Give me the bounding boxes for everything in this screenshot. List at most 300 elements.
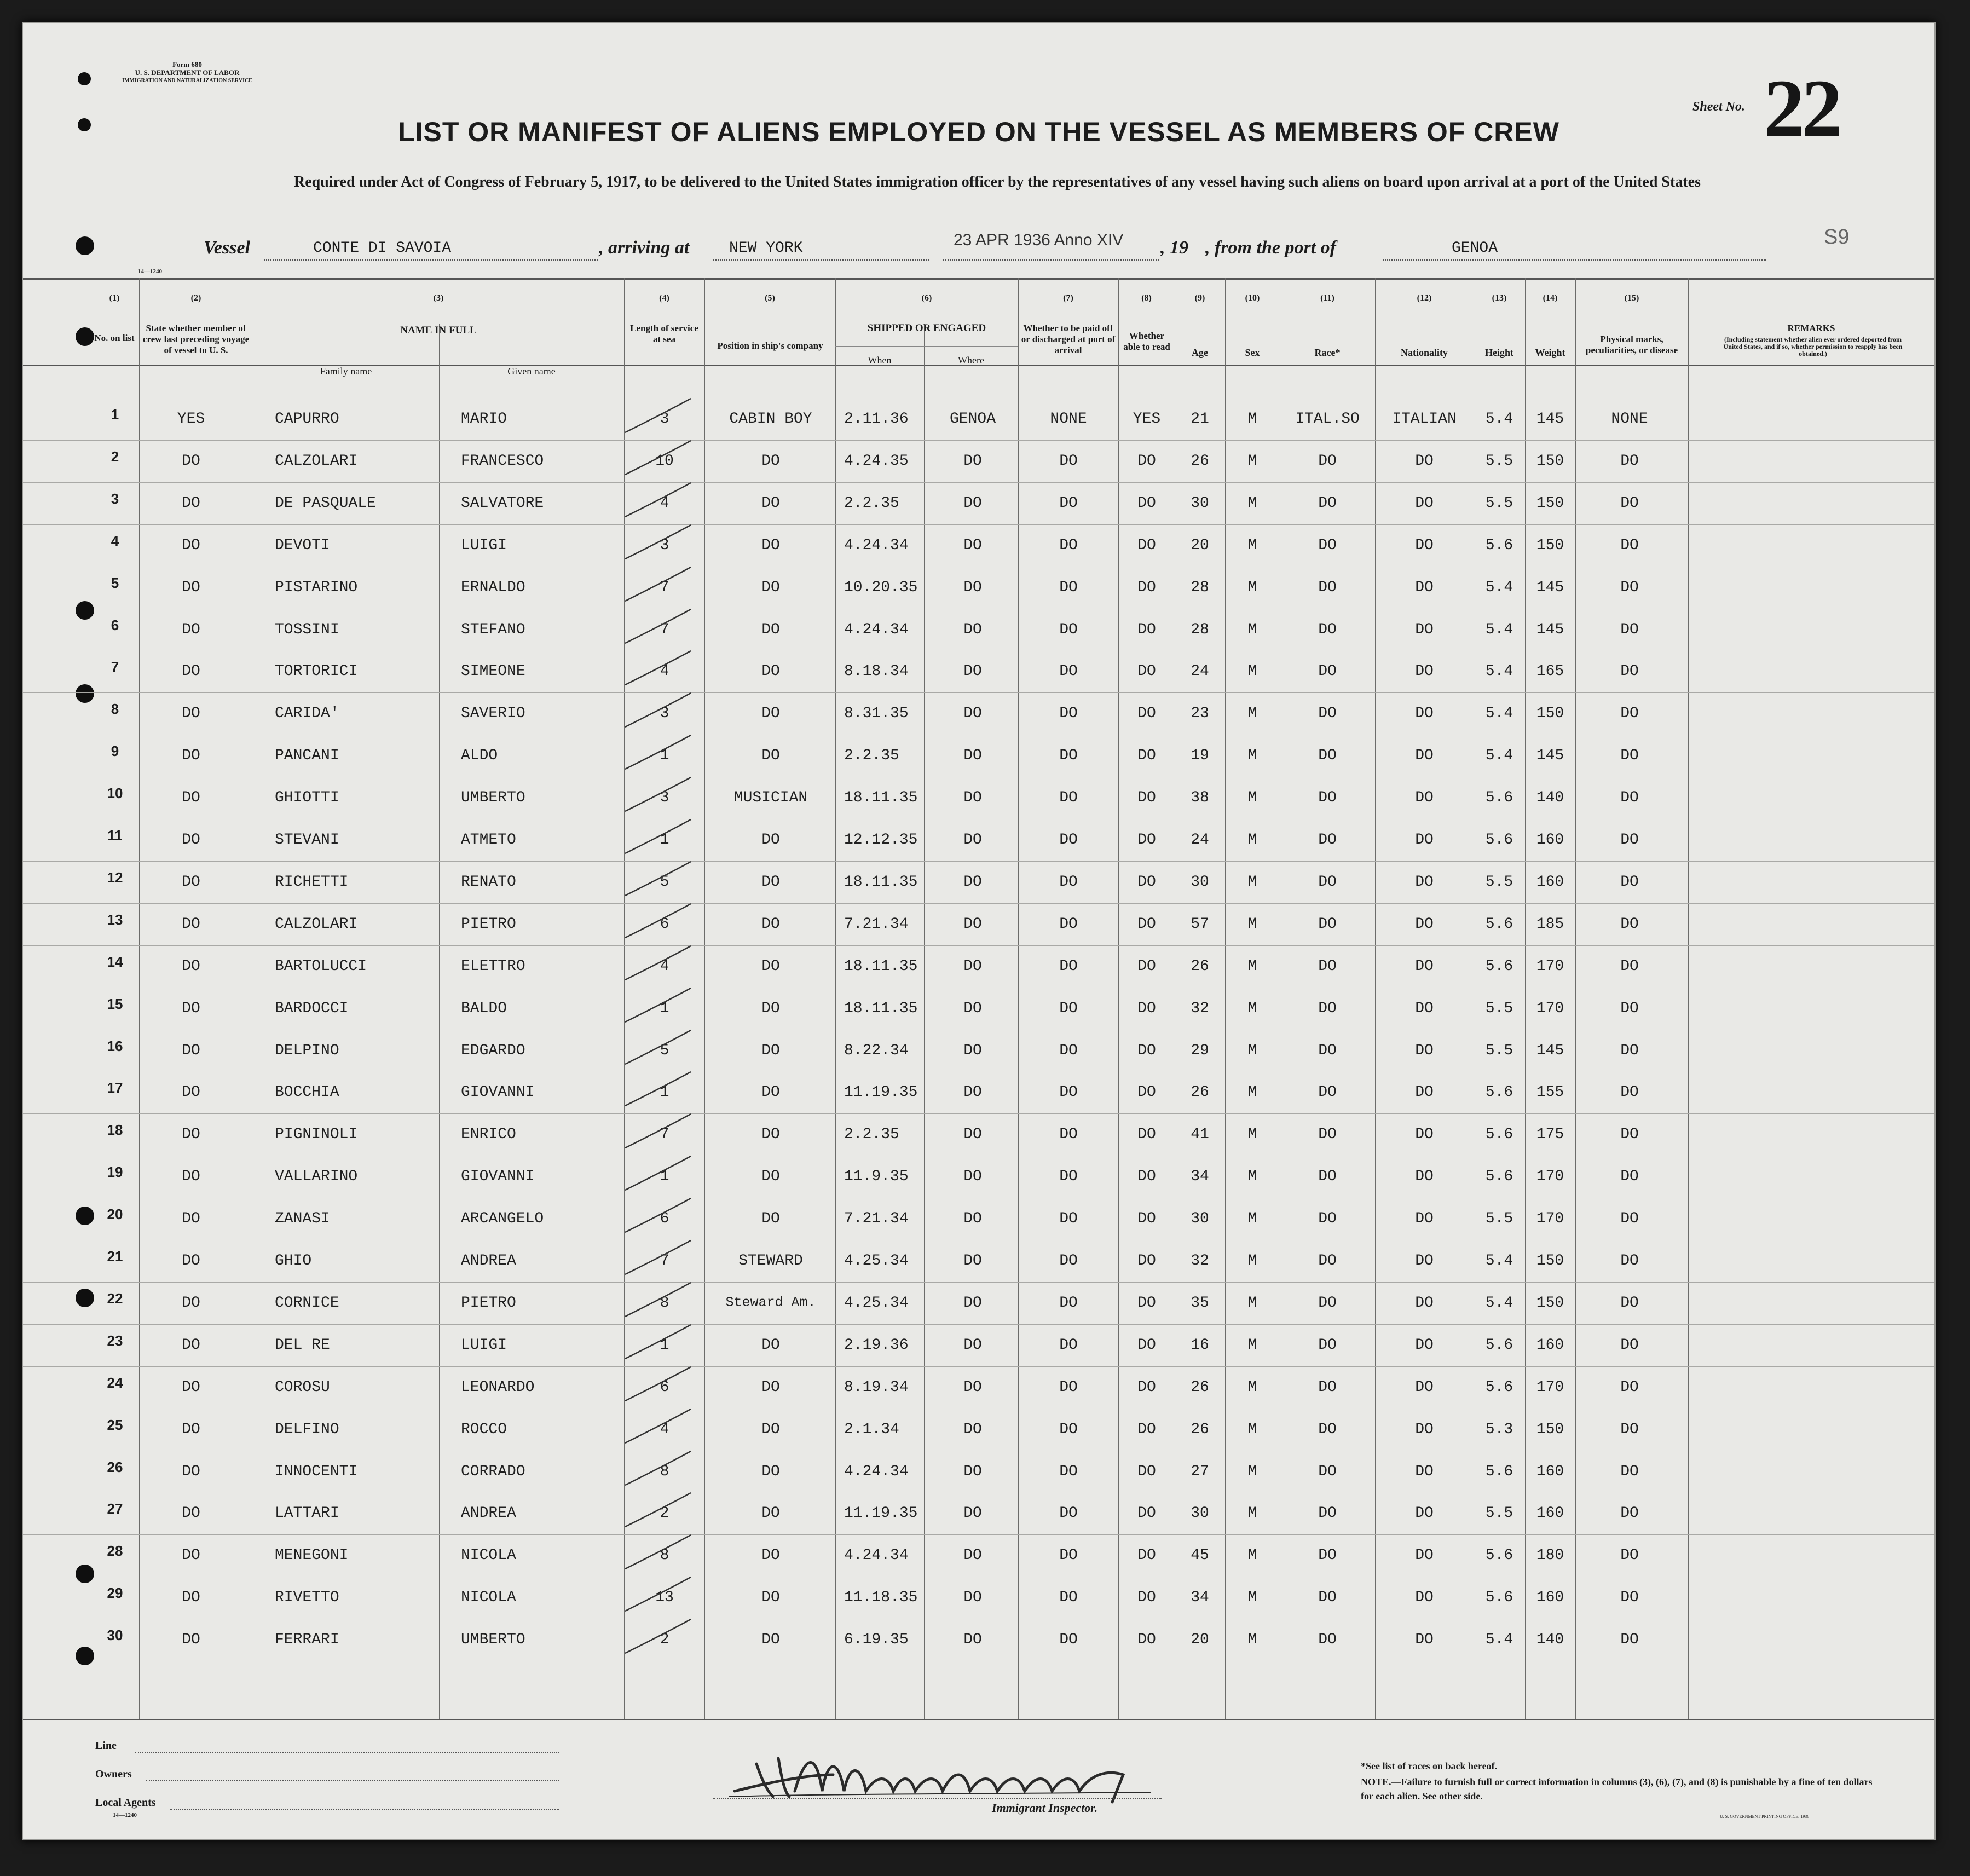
header-weight: Weight — [1535, 347, 1565, 358]
shipped-when-cell: 4.24.34 — [844, 1547, 909, 1564]
vessel-label: Vessel — [204, 238, 250, 258]
physical-marks-cell: DO — [1620, 1337, 1639, 1354]
race-cell: DO — [1318, 1505, 1337, 1522]
service-length-cell: 1 — [660, 747, 669, 764]
sheet-number: 22 — [1764, 63, 1839, 154]
family-name-cell: DEL RE — [275, 1337, 330, 1354]
check-mark-icon — [614, 605, 696, 649]
note-text: —Failure to furnish full or correct information in columns (3), (6), (7), and (8) is punishable by a fine of ten dollars for each alien. See other side. — [1361, 1776, 1873, 1802]
family-name-cell: RICHETTI — [275, 874, 349, 891]
physical-marks-cell: NONE — [1611, 411, 1648, 428]
nationality-cell: DO — [1415, 1379, 1434, 1396]
age-cell: 30 — [1191, 1210, 1209, 1227]
column-rule — [1688, 278, 1689, 1719]
nationality-cell: DO — [1415, 1505, 1434, 1522]
shipped-when-cell: 11.19.35 — [844, 1084, 918, 1101]
column-number: (10) — [1245, 293, 1260, 303]
shipped-when-cell: 12.12.35 — [844, 832, 918, 848]
age-cell: 30 — [1191, 874, 1209, 891]
given-name-cell: LEONARDO — [461, 1379, 535, 1396]
port-underline — [1383, 259, 1766, 261]
age-cell: 28 — [1191, 579, 1209, 596]
shipped-when-cell: 11.19.35 — [844, 1505, 918, 1522]
sex-cell: M — [1247, 1000, 1257, 1017]
sex-cell: M — [1247, 705, 1257, 722]
arrival-date-stamp: 23 APR 1936 Anno XIV — [954, 231, 1124, 249]
shipped-where-cell: DO — [963, 747, 982, 764]
able-to-read-cell: DO — [1137, 1589, 1156, 1606]
service-length-cell: 7 — [660, 1126, 669, 1143]
weight-cell: 160 — [1536, 832, 1564, 848]
position-cell: DO — [761, 453, 780, 470]
row-number: 1 — [111, 406, 119, 423]
column-rule — [139, 278, 140, 1719]
weight-cell: 160 — [1536, 1337, 1564, 1354]
date-underline — [943, 259, 1159, 261]
footer-line-label: Line — [95, 1740, 117, 1752]
column-number: (14) — [1543, 293, 1558, 303]
row-number: 22 — [107, 1290, 123, 1307]
row-number: 23 — [107, 1332, 123, 1349]
physical-marks-cell: DO — [1620, 1252, 1639, 1269]
check-mark-icon — [614, 521, 696, 564]
height-cell: 5.5 — [1485, 874, 1513, 891]
age-cell: 38 — [1191, 789, 1209, 806]
family-name-cell: GHIOTTI — [275, 789, 339, 806]
height-cell: 5.6 — [1485, 1463, 1513, 1480]
nationality-cell: DO — [1415, 832, 1434, 848]
footer-line-underline — [135, 1752, 559, 1753]
race-cell: DO — [1318, 1421, 1337, 1438]
family-name-cell: RIVETTO — [275, 1589, 339, 1606]
race-cell: DO — [1318, 663, 1337, 680]
weight-cell: 145 — [1536, 579, 1564, 596]
previous-voyage-cell: DO — [182, 958, 200, 975]
arriving-port: NEW YORK — [729, 240, 803, 257]
height-cell: 5.6 — [1485, 958, 1513, 975]
position-cell: DO — [761, 747, 780, 764]
sex-cell: M — [1247, 1421, 1257, 1438]
header-remarks: REMARKS — [1787, 323, 1835, 333]
vessel-name: CONTE DI SAVOIA — [313, 240, 452, 257]
shipped-where-cell: DO — [963, 621, 982, 638]
family-name-cell: GHIO — [275, 1252, 312, 1269]
previous-voyage-cell: DO — [182, 1547, 200, 1564]
age-cell: 27 — [1191, 1463, 1209, 1480]
row-number: 21 — [107, 1248, 123, 1265]
footer-agents-label: Local Agents — [95, 1797, 156, 1809]
given-name-cell: STEFANO — [461, 621, 525, 638]
previous-voyage-cell: DO — [182, 621, 200, 638]
header-remarks-note: (Including statement whether alien ever ordered deported from United States, and if so, whether permission to reapply has been obtained.) — [1723, 336, 1903, 357]
shipped-where-cell: DO — [963, 1210, 982, 1227]
previous-voyage-cell: DO — [182, 874, 200, 891]
punch-hole — [76, 327, 94, 346]
physical-marks-cell: DO — [1620, 1421, 1639, 1438]
shipped-when-cell: 8.19.34 — [844, 1379, 909, 1396]
sex-cell: M — [1247, 621, 1257, 638]
nationality-cell: DO — [1415, 1295, 1434, 1312]
service-length-cell: 1 — [660, 1000, 669, 1017]
position-cell: DO — [761, 1337, 780, 1354]
nationality-cell: DO — [1415, 1252, 1434, 1269]
service-length-cell: 1 — [660, 1337, 669, 1354]
family-name-cell: BARTOLUCCI — [275, 958, 367, 975]
row-number: 6 — [111, 617, 119, 633]
header-height: Height — [1485, 347, 1513, 358]
height-cell: 5.4 — [1485, 621, 1513, 638]
previous-voyage-cell: DO — [182, 1295, 200, 1312]
physical-marks-cell: DO — [1620, 1505, 1639, 1522]
printer-line: U. S. GOVERNMENT PRINTING OFFICE: 1936 — [1720, 1814, 1810, 1819]
shipped-where-cell: DO — [963, 1295, 982, 1312]
sex-cell: M — [1247, 789, 1257, 806]
arriving-underline — [713, 259, 929, 261]
able-to-read-cell: DO — [1137, 453, 1156, 470]
column-number: (8) — [1141, 293, 1152, 303]
previous-voyage-cell: DO — [182, 663, 200, 680]
position-cell: DO — [761, 1126, 780, 1143]
service-length-cell: 6 — [660, 1379, 669, 1396]
physical-marks-cell: DO — [1620, 916, 1639, 933]
race-cell: DO — [1318, 1000, 1337, 1017]
previous-voyage-cell: DO — [182, 537, 200, 554]
previous-voyage-cell: DO — [182, 1505, 200, 1522]
age-cell: 21 — [1191, 411, 1209, 428]
given-name-cell: CORRADO — [461, 1463, 525, 1480]
service-length-cell: 5 — [660, 1042, 669, 1059]
nationality-cell: DO — [1415, 1210, 1434, 1227]
shipped-when-cell: 4.24.35 — [844, 453, 909, 470]
position-cell: DO — [761, 1421, 780, 1438]
nationality-cell: DO — [1415, 1463, 1434, 1480]
check-mark-icon — [614, 731, 696, 775]
shipped-header-rule — [835, 346, 1018, 347]
service-length-cell: 1 — [660, 1084, 669, 1101]
height-cell: 5.3 — [1485, 1421, 1513, 1438]
departure-port: GENOA — [1452, 240, 1498, 257]
shipped-where-cell: DO — [963, 1463, 982, 1480]
shipped-where-cell: DO — [963, 1084, 982, 1101]
given-name-cell: ELETTRO — [461, 958, 525, 975]
paid-off-cell: DO — [1059, 1379, 1078, 1396]
shipped-when-cell: 18.11.35 — [844, 789, 918, 806]
race-cell: DO — [1318, 1589, 1337, 1606]
able-to-read-cell: DO — [1137, 1210, 1156, 1227]
physical-marks-cell: DO — [1620, 579, 1639, 596]
previous-voyage-cell: DO — [182, 1210, 200, 1227]
service-length-cell: 4 — [660, 958, 669, 975]
paid-off-cell: DO — [1059, 916, 1078, 933]
given-name-cell: SAVERIO — [461, 705, 525, 722]
page-title: LIST OR MANIFEST OF ALIENS EMPLOYED ON THE VESSEL AS MEMBERS OF CREW — [398, 117, 1559, 147]
column-rule — [439, 324, 440, 1719]
position-cell: DO — [761, 1631, 780, 1648]
previous-voyage-cell: DO — [182, 747, 200, 764]
family-name-cell: INNOCENTI — [275, 1463, 358, 1480]
sex-cell: M — [1247, 1252, 1257, 1269]
nationality-cell: DO — [1415, 747, 1434, 764]
previous-voyage-cell: YES — [177, 411, 205, 428]
column-rule — [1575, 278, 1576, 1719]
given-name-cell: SALVATORE — [461, 495, 544, 512]
position-cell: DO — [761, 537, 780, 554]
family-name-cell: BARDOCCI — [275, 1000, 349, 1017]
footer-agents-underline — [170, 1809, 559, 1810]
row-rule — [23, 1534, 1934, 1535]
family-name-cell: DELPINO — [275, 1042, 339, 1059]
punch-hole — [76, 601, 94, 620]
race-cell: DO — [1318, 789, 1337, 806]
sex-cell: M — [1247, 958, 1257, 975]
sex-cell: M — [1247, 537, 1257, 554]
weight-cell: 155 — [1536, 1084, 1564, 1101]
able-to-read-cell: DO — [1137, 874, 1156, 891]
previous-voyage-cell: DO — [182, 1042, 200, 1059]
nationality-cell: DO — [1415, 789, 1434, 806]
form-number: Form 680 — [172, 60, 202, 68]
age-cell: 45 — [1191, 1547, 1209, 1564]
able-to-read-cell: DO — [1137, 1421, 1156, 1438]
check-mark-icon — [614, 394, 696, 438]
previous-voyage-cell: DO — [182, 1000, 200, 1017]
race-cell: DO — [1318, 621, 1337, 638]
able-to-read-cell: DO — [1137, 705, 1156, 722]
age-cell: 26 — [1191, 1379, 1209, 1396]
sex-cell: M — [1247, 1505, 1257, 1522]
shipped-when-cell: 18.11.35 — [844, 1000, 918, 1017]
nationality-cell: DO — [1415, 874, 1434, 891]
family-name-cell: DE PASQUALE — [275, 495, 376, 512]
position-cell: Steward Am. — [725, 1295, 816, 1311]
family-name-cell: TORTORICI — [275, 663, 358, 680]
paid-off-cell: DO — [1059, 1631, 1078, 1648]
age-cell: 24 — [1191, 663, 1209, 680]
position-cell: DO — [761, 958, 780, 975]
previous-voyage-cell: DO — [182, 1379, 200, 1396]
check-mark-icon — [614, 1573, 696, 1617]
weight-cell: 160 — [1536, 1505, 1564, 1522]
form-code: 14—1240 — [138, 268, 162, 275]
service-length-cell: 4 — [660, 1421, 669, 1438]
sex-cell: M — [1247, 495, 1257, 512]
previous-voyage-cell: DO — [182, 1337, 200, 1354]
position-cell: DO — [761, 1547, 780, 1564]
shipped-where-cell: DO — [963, 495, 982, 512]
service-length-cell: 4 — [660, 663, 669, 680]
previous-voyage-cell: DO — [182, 705, 200, 722]
row-number: 27 — [107, 1500, 123, 1517]
age-cell: 16 — [1191, 1337, 1209, 1354]
service-length-cell: 8 — [660, 1547, 669, 1564]
sex-cell: M — [1247, 453, 1257, 470]
physical-marks-cell: DO — [1620, 1295, 1639, 1312]
paid-off-cell: DO — [1059, 537, 1078, 554]
sex-cell: M — [1247, 1295, 1257, 1312]
previous-voyage-cell: DO — [182, 1631, 200, 1648]
nationality-cell: DO — [1415, 1000, 1434, 1017]
row-number: 2 — [111, 448, 119, 465]
header-no-on-list: No. on list — [94, 333, 135, 343]
race-cell: DO — [1318, 537, 1337, 554]
punch-hole — [76, 684, 94, 703]
able-to-read-cell: DO — [1137, 621, 1156, 638]
height-cell: 5.6 — [1485, 1168, 1513, 1185]
shipped-where-cell: DO — [963, 789, 982, 806]
able-to-read-cell: DO — [1137, 1252, 1156, 1269]
row-number: 20 — [107, 1206, 123, 1222]
previous-voyage-cell: DO — [182, 1463, 200, 1480]
family-name-cell: DELFINO — [275, 1421, 339, 1438]
row-number: 13 — [107, 911, 123, 928]
age-cell: 26 — [1191, 1084, 1209, 1101]
able-to-read-cell: DO — [1137, 663, 1156, 680]
row-number: 28 — [107, 1543, 123, 1559]
check-mark-icon — [614, 1531, 696, 1574]
weight-cell: 145 — [1536, 411, 1564, 428]
given-name-cell: UMBERTO — [461, 789, 525, 806]
previous-voyage-cell: DO — [182, 495, 200, 512]
previous-voyage-cell: DO — [182, 1084, 200, 1101]
check-mark-icon — [614, 1615, 696, 1659]
row-rule — [23, 903, 1934, 904]
age-cell: 26 — [1191, 453, 1209, 470]
physical-marks-cell: DO — [1620, 1168, 1639, 1185]
service-length-cell: 1 — [660, 832, 669, 848]
able-to-read-cell: DO — [1137, 832, 1156, 848]
able-to-read-cell: DO — [1137, 1084, 1156, 1101]
height-cell: 5.4 — [1485, 1295, 1513, 1312]
height-cell: 5.6 — [1485, 916, 1513, 933]
shipped-where-cell: DO — [963, 663, 982, 680]
shipped-where-cell: DO — [963, 916, 982, 933]
check-mark-icon — [614, 1194, 696, 1238]
nationality-cell: DO — [1415, 1337, 1434, 1354]
given-name-cell: EDGARDO — [461, 1042, 525, 1059]
row-number: 30 — [107, 1627, 123, 1643]
paid-off-cell: DO — [1059, 1505, 1078, 1522]
height-cell: 5.4 — [1485, 579, 1513, 596]
nationality-cell: DO — [1415, 537, 1434, 554]
height-cell: 5.4 — [1485, 705, 1513, 722]
position-cell: DO — [761, 621, 780, 638]
header-physical-marks: Physical marks, peculiarities, or disease — [1585, 334, 1678, 355]
shipped-when-cell: 11.9.35 — [844, 1168, 909, 1185]
age-cell: 30 — [1191, 495, 1209, 512]
row-number: 12 — [107, 869, 123, 886]
row-rule — [23, 1113, 1934, 1114]
shipped-when-cell: 8.18.34 — [844, 663, 909, 680]
race-cell: DO — [1318, 1168, 1337, 1185]
row-number: 17 — [107, 1080, 123, 1096]
service-name: IMMIGRATION AND NATURALIZATION SERVICE — [122, 78, 252, 84]
sex-cell: M — [1247, 663, 1257, 680]
family-name-cell: COROSU — [275, 1379, 330, 1396]
nationality-cell: DO — [1415, 705, 1434, 722]
paid-off-cell: DO — [1059, 1168, 1078, 1185]
family-name-cell: TOSSINI — [275, 621, 339, 638]
shipped-where-cell: DO — [963, 1505, 982, 1522]
header-position: Position in ship's company — [717, 340, 823, 351]
weight-cell: 170 — [1536, 958, 1564, 975]
age-cell: 34 — [1191, 1168, 1209, 1185]
row-rule — [23, 861, 1934, 862]
inspector-signature — [713, 1742, 1189, 1813]
previous-voyage-cell: DO — [182, 1252, 200, 1269]
shipped-when-cell: 4.24.34 — [844, 621, 909, 638]
row-number: 14 — [107, 954, 123, 970]
position-cell: DO — [761, 663, 780, 680]
department-name: U. S. DEPARTMENT OF LABOR — [135, 68, 240, 77]
shipped-when-cell: 2.1.34 — [844, 1421, 899, 1438]
weight-cell: 160 — [1536, 1589, 1564, 1606]
check-mark-icon — [614, 1320, 696, 1364]
given-name-cell: GIOVANNI — [461, 1084, 535, 1101]
height-cell: 5.6 — [1485, 1084, 1513, 1101]
family-name-cell: BOCCHIA — [275, 1084, 339, 1101]
row-number: 26 — [107, 1459, 123, 1475]
physical-marks-cell: DO — [1620, 495, 1639, 512]
physical-marks-cell: DO — [1620, 1547, 1639, 1564]
race-note: *See list of races on back hereof. — [1361, 1760, 1498, 1771]
shipped-when-cell: 6.19.35 — [844, 1631, 909, 1648]
position-cell: CABIN BOY — [729, 411, 812, 428]
given-name-cell: MARIO — [461, 411, 507, 428]
weight-cell: 150 — [1536, 1252, 1564, 1269]
position-cell: DO — [761, 579, 780, 596]
sex-cell: M — [1247, 916, 1257, 933]
row-rule — [23, 1282, 1934, 1283]
service-length-cell: 2 — [660, 1505, 669, 1522]
stamp-number: S9 — [1824, 226, 1850, 249]
column-rule — [924, 324, 925, 1719]
weight-cell: 145 — [1536, 1042, 1564, 1059]
given-name-cell: UMBERTO — [461, 1631, 525, 1648]
weight-cell: 170 — [1536, 1210, 1564, 1227]
shipped-where-cell: DO — [963, 1631, 982, 1648]
service-length-cell: 1 — [660, 1168, 669, 1185]
header-when: When — [868, 355, 892, 366]
punch-hole — [76, 1289, 94, 1307]
race-cell: DO — [1318, 1295, 1337, 1312]
family-name-cell: CALZOLARI — [275, 916, 358, 933]
race-cell: DO — [1318, 1042, 1337, 1059]
paid-off-cell: DO — [1059, 1252, 1078, 1269]
row-number: 11 — [107, 827, 123, 844]
check-mark-icon — [614, 1026, 696, 1070]
year-label: , 19 — [1160, 238, 1188, 258]
physical-marks-cell: DO — [1620, 1631, 1639, 1648]
able-to-read-cell: DO — [1137, 1631, 1156, 1648]
row-rule — [23, 524, 1934, 525]
paid-off-cell: DO — [1059, 832, 1078, 848]
row-number: 7 — [111, 659, 119, 675]
able-to-read-cell: DO — [1137, 1168, 1156, 1185]
paid-off-cell: DO — [1059, 495, 1078, 512]
family-name-cell: DEVOTI — [275, 537, 330, 554]
height-cell: 5.6 — [1485, 789, 1513, 806]
nationality-cell: DO — [1415, 1168, 1434, 1185]
shipped-where-cell: DO — [963, 874, 982, 891]
shipped-where-cell: DO — [963, 1421, 982, 1438]
given-name-cell: ATMETO — [461, 832, 516, 848]
able-to-read-cell: DO — [1137, 537, 1156, 554]
row-number: 24 — [107, 1375, 123, 1391]
shipped-where-cell: DO — [963, 453, 982, 470]
header-paid-off: Whether to be paid off or discharged at port of arrival — [1021, 323, 1116, 355]
shipped-where-cell: DO — [963, 1126, 982, 1143]
service-length-cell: 5 — [660, 874, 669, 891]
